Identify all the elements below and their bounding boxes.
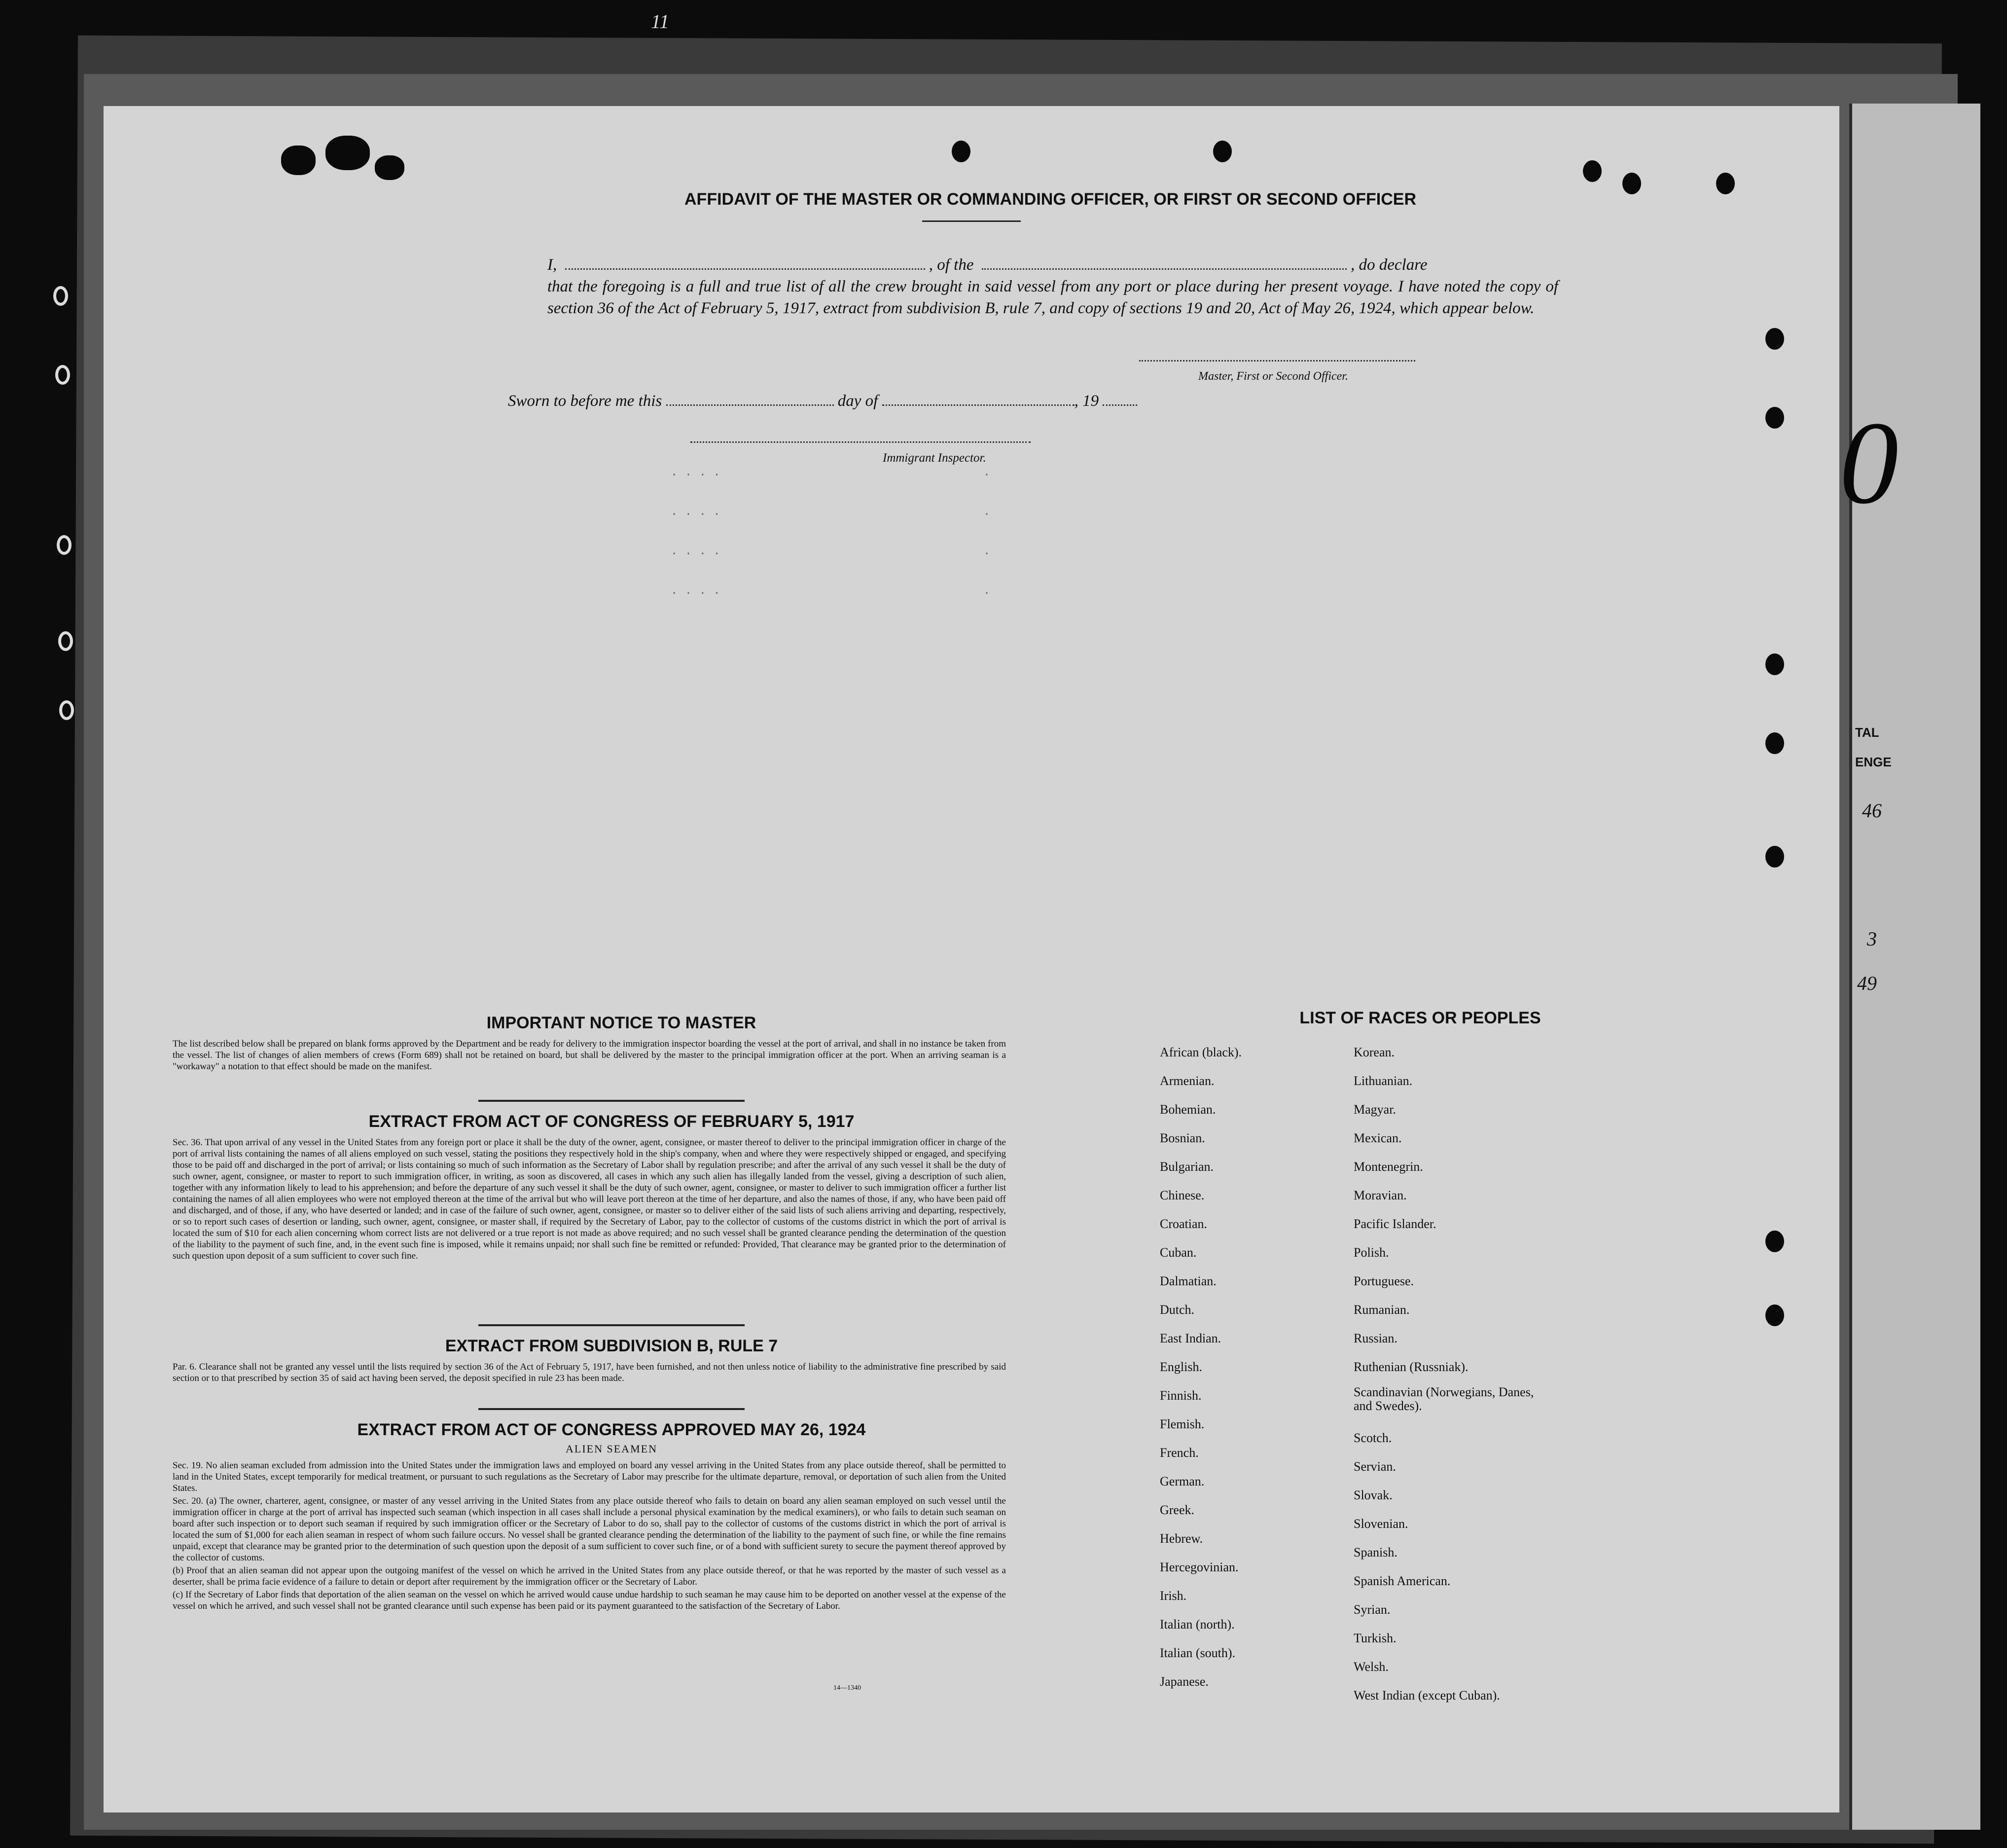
extract-1917-title: EXTRACT FROM ACT OF CONGRESS OF FEBRUARY 5, 1917: [368, 1112, 855, 1131]
race-item: French.: [1160, 1446, 1199, 1460]
affidavit-of-the-label: , of the: [929, 256, 974, 274]
strip-number-49: 49: [1857, 972, 1877, 994]
punch-hole: [952, 141, 970, 162]
race-item: Greek.: [1160, 1503, 1195, 1517]
race-item: English.: [1160, 1360, 1202, 1374]
sec20b-text: (b) Proof that an alien seaman did not appear upon the outgoing manifest of the vessel on which he arrived in the United States from any place outside thereof, or that he was reported by the master of such vessel as a deserter, shall be prima facie evidence of a failure to detain or deport after requirement by the immigration officer or the Secretary of Labor.: [173, 1565, 1006, 1587]
strip-label-enge: ENGE: [1855, 755, 1892, 769]
race-item: Ruthenian (Russniak).: [1354, 1360, 1469, 1374]
inspector-signature-label: Immigrant Inspector.: [883, 451, 986, 465]
bleedthrough-text: . . . . .: [671, 545, 991, 558]
race-item: Armenian.: [1160, 1074, 1215, 1088]
section-rule: [478, 1100, 745, 1102]
sworn-before-label: Sworn to before me this: [508, 392, 662, 410]
affidavit-i-label: I,: [547, 256, 557, 274]
extract-1917-body: Sec. 36. That upon arrival of any vessel in the United States from any foreign port or place it shall be the duty of the owner, agent, consignee, or master thereof to deliver to the principal immigration officer in charge of the port of arrival lists containing the names of all aliens employed on such vessel, stating the positions they respectively hold in the ship's company, when and where they were respectively shipped or engaged, and specifying those to be paid off and discharged in the port of arrival; or lists containing so much of such information as the Secretary of Labor shall by regulation prescribe; and after the arrival of any such vessel it shall be the duty of such owner, agent, consignee, or master to report to such immigration officer, in writing, as soon as discovered, all cases in which any such alien has illegally landed from the vessel, giving a description of such alien, together with any information likely to lead to his apprehension; and before the departure of any such vessel it shall be the duty of such owner, agent, consignee, or master to deliver to such immigration officer a further list containing the names of all alien employees who were not employed thereon at the time of the arrival but who will leave port thereon at the time of her departure, and also the names of those, if any, who have been paid off and discharged, and of those, if any, who have deserted or landed; and in case of the failure of such owner, agent, consignee, or master so to deliver either of the said lists of such aliens arriving and departing, respectively, or so to report such cases of desertion or landing, such owner, agent, consignee, or master shall, if required by the Secretary of Labor, pay to the collector of customs of the customs district in which the port of arrival is located the sum of $10 for each alien concerning whom correct lists are not delivered or a true report is not made as above required; and no such vessel shall be granted clearance pending the determination of the question of the liability to the payment of such fine, and, in the event such fine is imposed, while it remains unpaid; nor shall such fine be remitted or refunded: Provided, That clearance may be granted prior to the determination of such question upon deposit of a sum sufficient to cover such fine.: [173, 1137, 1006, 1261]
race-item: Turkish.: [1354, 1631, 1397, 1645]
binder-ring: [59, 700, 74, 720]
sec19-text: Sec. 19. No alien seaman excluded from admission into the United States under the immigration laws and employed on board any vessel arriving in the United States from any place outside thereof, shall be permitted to land in the United States, except temporarily for medical treatment, or pursuant to such regulations as the Secretary of Labor may prescribe for the ultimate departure, removal, or deportation of such alien from the United States.: [173, 1460, 1006, 1493]
extract-rule7-body: Par. 6. Clearance shall not be granted any vessel until the lists required by section 36 of the Act of February 5, 1917, have been furnished, and not then unless notice of liability to the administrative fine prescribed by said section or to that prescribed by section 35 of said act having been served, the deposit specified in rule 23 has been made.: [173, 1362, 1006, 1383]
race-item: Pacific Islander.: [1354, 1217, 1436, 1231]
punch-hole: [1765, 1231, 1784, 1252]
underlying-page-strip: [1849, 104, 1980, 1830]
punch-hole: [1765, 328, 1784, 350]
race-item: Italian (south).: [1160, 1646, 1236, 1660]
punch-hole: [1765, 407, 1784, 429]
master-name-field[interactable]: [565, 268, 925, 270]
race-item: Servian.: [1354, 1459, 1396, 1474]
ink-blot: [281, 145, 316, 175]
race-item: African (black).: [1160, 1045, 1242, 1059]
bleedthrough-text: . . . . .: [671, 506, 991, 519]
extract-1924-body: [173, 1460, 1006, 1612]
master-signature-field[interactable]: [1139, 360, 1415, 362]
ink-blot: [325, 136, 370, 170]
binder-ring: [53, 286, 68, 306]
race-item: Hebrew.: [1160, 1531, 1203, 1546]
race-item: West Indian (except Cuban).: [1354, 1688, 1500, 1703]
race-item: Polish.: [1354, 1245, 1389, 1260]
race-item: Scotch.: [1354, 1431, 1392, 1445]
race-item: Flemish.: [1160, 1417, 1205, 1431]
master-signature-label: Master, First or Second Officer.: [1198, 370, 1348, 383]
punch-hole: [1765, 732, 1784, 754]
race-item: Spanish American.: [1354, 1574, 1451, 1588]
vessel-name-field[interactable]: [982, 268, 1347, 270]
affidavit-block: [547, 254, 1558, 319]
race-item: East Indian.: [1160, 1331, 1221, 1345]
extract-1924-title: EXTRACT FROM ACT OF CONGRESS APPROVED MAY 26, 1924: [357, 1420, 866, 1439]
punch-hole: [1765, 653, 1784, 675]
race-item: Scandinavian (Norwegians, Danes, and Swedes).: [1354, 1385, 1534, 1413]
inspector-signature-field[interactable]: [690, 441, 1031, 443]
title-rule: [922, 220, 1021, 222]
strip-label-tal: TAL: [1855, 725, 1879, 740]
strip-number-3: 3: [1867, 928, 1877, 950]
race-item: Croatian.: [1160, 1217, 1208, 1231]
race-item: Slovenian.: [1354, 1517, 1408, 1531]
races-title: LIST OF RACES OR PEOPLES: [1299, 1009, 1541, 1027]
race-item: Bosnian.: [1160, 1131, 1205, 1145]
race-item: Dutch.: [1160, 1303, 1195, 1317]
section-rule: [478, 1324, 745, 1326]
punch-hole: [1765, 1304, 1784, 1326]
sec20c-text: (c) If the Secretary of Labor finds that deportation of the alien seaman on the vessel on which he arrived would cause undue hardship to such seaman he may cause him to be deported on another vessel at the expense of the vessel on which he arrived, and such vessel shall not be granted clearance until such expense has been paid or its payment guaranteed to the satisfaction of the Secretary of Labor.: [173, 1590, 1006, 1611]
races-column-2: [1354, 1038, 1541, 1710]
header-scrawl: 11: [651, 10, 670, 33]
race-item: Japanese.: [1160, 1674, 1209, 1689]
section-rule: [478, 1408, 745, 1410]
races-column-1: [1160, 1038, 1242, 1696]
sworn-month-field[interactable]: [882, 404, 1075, 406]
race-item: Rumanian.: [1354, 1303, 1410, 1317]
extract-1924-subtitle: ALIEN SEAMEN: [566, 1443, 657, 1455]
race-item: Welsh.: [1354, 1660, 1389, 1674]
race-item: Slovak.: [1354, 1488, 1393, 1502]
extract-rule7-title: EXTRACT FROM SUBDIVISION B, RULE 7: [445, 1337, 778, 1355]
manifest-page: [104, 106, 1839, 1812]
affidavit-do-declare-label: , do declare: [1350, 256, 1428, 274]
race-item: Chinese.: [1160, 1188, 1205, 1202]
race-item: Korean.: [1354, 1045, 1395, 1059]
race-item: Moravian.: [1354, 1188, 1407, 1202]
race-item: Montenegrin.: [1354, 1160, 1423, 1174]
bleedthrough-text: . . . . .: [671, 584, 991, 598]
important-notice-body: The list described below shall be prepared on blank forms approved by the Department and be ready for delivery to the immigration inspector boarding the vessel at the port of arrival, and shall in no instance be taken from the vessel. The list of changes of alien members of crews (Form 689) shall not be retained on board, but shall be delivered by the master to the principal immigration officer at the port. When an arriving seaman is a "workaway" a notation to that effect should be made on the manifest.: [173, 1039, 1006, 1072]
handwritten-zero: 0: [1839, 397, 1899, 528]
sworn-year-label: , 19: [1074, 392, 1099, 410]
race-item: Magyar.: [1354, 1102, 1396, 1117]
punch-hole: [1583, 160, 1602, 182]
race-item: Portuguese.: [1354, 1274, 1414, 1288]
race-item: Finnish.: [1160, 1388, 1202, 1403]
form-number: 14—1340: [833, 1684, 861, 1692]
affidavit-title: AFFIDAVIT OF THE MASTER OR COMMANDING OFFICER, OR FIRST OR SECOND OFFICER: [684, 190, 1416, 209]
ink-blot: [375, 155, 404, 180]
binder-ring: [58, 631, 73, 651]
race-item: Cuban.: [1160, 1245, 1197, 1260]
race-item: Italian (north).: [1160, 1617, 1235, 1631]
sworn-day-of-label: day of: [837, 392, 878, 410]
sec20a-text: Sec. 20. (a) The owner, charterer, agent, consignee, or master of any vessel arriving in the United States from any place outside thereof who fails to detain on board any alien seaman employed on such vessel until the immigration officer in charge at the port of arrival has inspected such seaman (which inspection in all cases shall include a personal physical examination by the medical examiners), or who fails to detain such seaman on board after such inspection or to deport such seaman if required by such immigration officer or the Secretary of Labor to do so, shall pay to the collector of customs of the customs district in which the port of arrival is located the sum of $1,000 for each alien seaman in respect of whom such failure occurs. No vessel shall be granted clearance pending the determination of the liability to the payment of such fine, or while the fine remains unpaid, except that clearance may be granted prior to the determination of such question upon the deposit of a sum sufficient to cover such fine, or of a bond with sufficient surety to secure the payment thereof approved by the collector of customs.: [173, 1496, 1006, 1563]
bleedthrough-text: . . . . .: [671, 466, 991, 479]
binder-ring: [55, 365, 70, 385]
sworn-year-field[interactable]: [1103, 404, 1137, 406]
punch-hole: [1716, 173, 1735, 194]
race-item: Syrian.: [1354, 1602, 1391, 1617]
race-item: German.: [1160, 1474, 1205, 1488]
important-notice-title: IMPORTANT NOTICE TO MASTER: [486, 1014, 756, 1032]
race-item: Dalmatian.: [1160, 1274, 1217, 1288]
punch-hole: [1213, 141, 1232, 162]
affidavit-body: that the foregoing is a full and true list of all the crew brought in said vessel from any port or place during her present voyage. I have noted the copy of section 36 of the Act of February 5, 1917, extract from subdivision B, rule 7, and copy of sections 19 and 20, Act of May 26, 1924, which appear below.: [547, 278, 1558, 317]
race-item: Hercegovinian.: [1160, 1560, 1239, 1574]
punch-hole: [1622, 173, 1641, 194]
race-item: Lithuanian.: [1354, 1074, 1413, 1088]
race-item: Mexican.: [1354, 1131, 1402, 1145]
punch-hole: [1765, 846, 1784, 868]
race-item: Russian.: [1354, 1331, 1398, 1345]
binder-ring: [57, 535, 72, 555]
race-item: Irish.: [1160, 1589, 1187, 1603]
sworn-day-field[interactable]: [666, 404, 834, 406]
race-item: Bulgarian.: [1160, 1160, 1214, 1174]
race-item: Bohemian.: [1160, 1102, 1216, 1117]
strip-number-46: 46: [1862, 799, 1882, 822]
race-item: Spanish.: [1354, 1545, 1398, 1559]
sworn-line: [508, 392, 1137, 410]
